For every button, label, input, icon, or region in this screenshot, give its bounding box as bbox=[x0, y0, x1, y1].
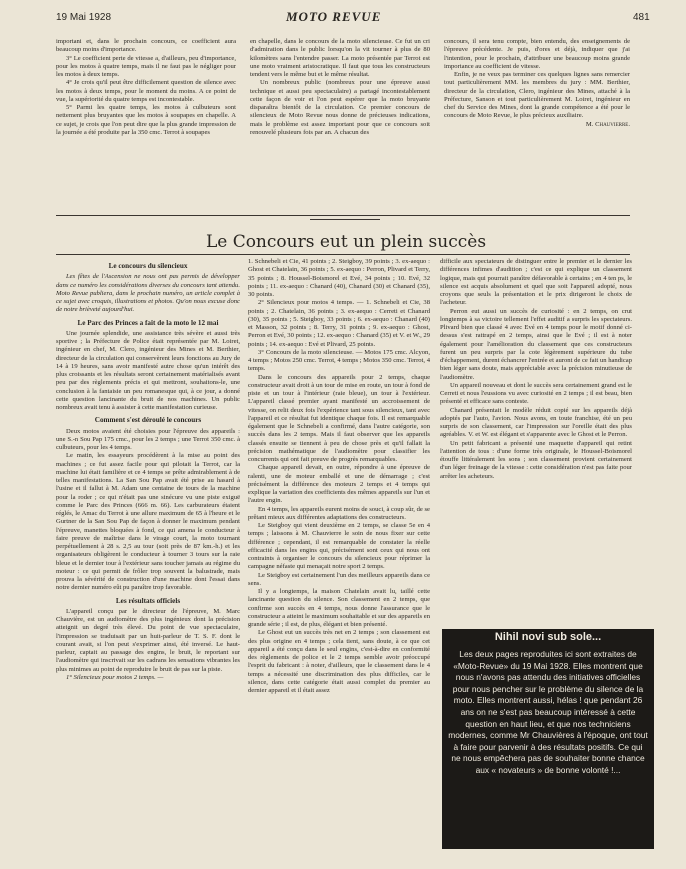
paragraph: Chaque appareil devait, en outre, répondre à une épreuve de ralenti, une de moteur emballé et une de démarrage ; c'est précisément la différence des moteurs 2 temps et 4 temps qui explique la variation des coefficients des mêmes appareils sur l'un et l'autre engin. bbox=[248, 464, 430, 505]
paragraph: L'appareil conçu par le directeur de l'épreuve, M. Marc Chauvière, est un audiomètre des plus ingénieux dont la précision atteignit un degré très élevé. Du point de vue spectaculaire, l'impression se traduisait par un huit-parleur de T. S. F. dont le courant avait, si l'on peut s'exprimer ainsi, été inversé. Le haut-parleur, captait au passage des engins, le bruit, le reportant sur l'audiomètre qui inscrivait sur les cadrans les sensations vibrantes les plus minimes au point de reproduire le bruit de pas sur la piste. bbox=[56, 607, 240, 673]
paragraph: Deux motos avaient été choisies pour l'épreuve des appareils : une S.-n Sou Pap 175 cmc., pour les 2 temps ; une Terrot 350 cmc. à culbuteurs, pour les 4 temps. bbox=[56, 427, 240, 451]
article-column-1 bbox=[56, 258, 240, 850]
article-column-3 bbox=[440, 258, 632, 624]
article-headline: Le Concours eut un plein succès bbox=[205, 232, 487, 252]
top-column-3 bbox=[444, 38, 630, 210]
magazine-title: MOTO REVUE bbox=[286, 9, 382, 24]
editor-note: Les fêtes de l'Ascension ne nous ont pas permis de développer dans ce numéro les considérations diverses du concours tant attendu. Moto Revue publiera, dans le prochain numéro, un article complet à ce sujet avec croquis, illustrations et photos. Qu'on nous excuse donc de notre brièveté aujourd'hui. bbox=[56, 273, 240, 314]
paragraph: Une journée splendide, une assistance très sévère et aussi très sportive ; la Préfecture de Police était représentée par M. Loiret, ingénieur en chef, M. Clero, ingénieur des Mines et M. Berthier, directeur de la circulation qui conservèrent leurs fonctions au Jury de 14 à 19 heures, sans avoir manifesté autre chose qu'un intérêt des plus croissants et les résultats seront certainement matérialisés avant peu par des règlements précis et qui mettront, souhaitons-le, une conclusion à la fantaisie un peu romanesque qui, à ce jour, a donné cette question lancinante du bruit de nos machines. Un public nombreux avait tenu à assister à cette manifestation curieuse. bbox=[56, 329, 240, 411]
paragraph: Le Steigboy est certainement l'un des meilleurs appareils dans ce sens. bbox=[248, 571, 430, 587]
paragraph: 2° Silencieux pour motos 4 temps. — 1. Schnebeli et Cie, 38 points ; 2. Chatelain, 36 points ; 3. ex-aequo : Cerreti et Chanard (30), 35 points ; 5. Steigboy, 33 points ; 6. ex-aequo : Chanard (40) et Masson, 32 points ; 8. Terry, 31 points ; 9. ex-aequo : Ghost, Perron et Evé, 30 points ; 12. ex-aequo : Chanard (35) et V. et W., 29 points ; 14. ex-aequo : Evé et Plivard, 25 points. bbox=[248, 299, 430, 348]
paragraph: importani et, dans le prochain concours, ce coefficient aura beaucoup moins d'importance. bbox=[56, 38, 236, 54]
paragraph: Un petit fabricant a présenté une maquette d'appareil qui retint l'attention de tous : d'une forme très originale, le Houssel-Boismorel étouffe littéralement les sons ; son classement provient certainement d'un léger freinage de la vitesse : cette considération n'est pas faite pour arrêter les acheteurs. bbox=[440, 439, 632, 480]
paragraph: Il y a longtemps, la maison Chatelain avait lu, taillé cette lancinante question du silence. Son classement en 2 temps, que confirme son succès en 4 temps, nous donne l'assurance que le constructeur a atteint le maximum souhaitable et sur des appareils en grande série ; il est, de plus, élégant et bien présenté. bbox=[248, 588, 430, 628]
paragraph: 1. Schnebeli et Cie, 41 points ; 2. Steigboy, 39 points ; 3. ex-aequo : Ghost et Chatelain, 36 points ; 5. ex-aequo : Perron, Plivard et Terry, 35 points ; 8. Houssel-Boismorel et Evé, 34 points ; 10. Evé, 32 points ; 11. ex-aequo : Chanard (40), Chanard (30) et Chanard (35), 30 points. bbox=[248, 258, 430, 298]
paragraph: 1° Silencieux pour motos 2 temps. — bbox=[66, 673, 164, 681]
signature: M. Chauvierre. bbox=[585, 120, 630, 128]
paragraph: Perron eut aussi un succès de curiosité : en 2 temps, on crut longtemps à sa victoire tellement l'effet auditif a surpris les spectateurs. Plivard bien que classé 4 avec Evé en 4 temps pour le motif donné ci-dessus s'est rattrapé en 2 temps, ainsi que le Evé ; il est à noter également pour l'amélioration du classement que ces constructeurs furent un peu surpris par la cote légèrement supérieure du tube d'échappement, durent échancrer l'entrée et auront de ce fait un handicap bien léger sans doute, mais appréciable avec la précision minutieuse de l'audiomètre. bbox=[440, 307, 632, 381]
paragraph: concours, il sera tenu compte, bien entendu, des enseignements de l'épreuve précédente. Je puis, d'ores et déjà, indiquer que j'ai l'intention, pour le prochain, d'attribuer une beaucoup moins grande importance au coefficient de vitesse. bbox=[444, 38, 630, 70]
paragraph: Un nombreux public (nombreux pour une épreuve aussi technique et aussi peu spectaculaire) a partagé incontestablement cette façon de voir et l'on peut espérer que la moto bruyante disparaîtra bientôt de la circulation. Ce premier concours de silencieux de Moto Revue nous donne de précieuses indications, mais le problème est assez important pour que ce concours soit renouvelé plusieurs fois par an. A chacun des bbox=[250, 79, 430, 136]
paragraph: Un appareil nouveau et dont le succès sera certainement grand est le Cerreti et nous l'eussions vu avec curiosité en 2 temps ; il est beau, bien présenté et efficace sans conteste. bbox=[440, 381, 632, 406]
paragraph: Enfin, je ne veux pas terminer ces quelques lignes sans remercier tout particulièrement MM. les membres du jury : MM. Berthier, directeur de la circulation, Clero, ingénieur des Mines, attaché à la Préfecture, Sanson et tout particulièrement M. Loiret, ingénieur en chef du Service des Mines, dont la grande compétence a été pour le concours de Moto Revue, le plus précieux auxiliaire. bbox=[444, 71, 630, 120]
page-number: 481 bbox=[633, 12, 650, 23]
section-heading: Le Parc des Princes a fait de la moto le 12 mai bbox=[77, 318, 219, 327]
paragraph: 3° Le coefficient perte de vitesse a, d'ailleurs, peu d'importance, pour les motos à quatre temps, mais il ne faut pas le négliger pour les motos à deux temps. bbox=[56, 54, 236, 78]
paragraph: Le matin, les essayeurs procédèrent à la mise au point des machines ; ce fut assez facile pour qui pilotait la Terrot, car la machine lui était familière et ce 4 temps se prête admirablement à de telles manifestations. La San Sou Pap avait été prise au hasard à l'usine et il fallut à M. Adam une centaine de tours de la machine pour la roder ; ce qui n'était pas une sinécure vu une piste exiguë comme le Parc des Princes (666 m. 66). Les carburateurs étaient réglés, le Amac du Terrot à une allure maximum de 65 à l'heure et le Gurtner de la San Sou Pap de façon à donner le maximum pendant l'épreuve, manettes bloquées à fond, ce qui amena le conducteur à faire preuve de maîtrise dans le virage court, la moto tournant perpétuellement à 28 s. 2,5 au tour (soit près de 87 km.-h.) et les organisateurs obligèrent le conducteur à tourner 3 tours sur la raie bleue et le dernier tour à l'extérieur sans toucher jamais au régime du moteur : ce qui permit de frôler trop souvent la balustrade, mais prouva la sévérité de construction d'une machine dont l'essai dans notre dernier numéro eût pu paraître trop favorable. bbox=[56, 452, 240, 592]
section-divider-short bbox=[310, 219, 380, 220]
paragraph: Chanard présentait le modèle réduit copié sur les appareils déjà adoptés par l'auto, l'avion. Nous avons, en toute franchise, été un peu surpris de son classement, car l'impression sur l'oreille était des plus agréables. V. et W. est élégant et s'apparente avec le Ghost et le Perron. bbox=[440, 406, 632, 439]
top-column-2 bbox=[250, 38, 430, 206]
article-column-2 bbox=[248, 258, 430, 850]
paragraph: En 4 temps, les appareils eurent moins de souci, à coup sûr, de se prêtant mieux aux différentes adaptations des constructeurs. bbox=[248, 505, 430, 521]
paragraph: Le Steigboy qui vient deuxième en 2 temps, se classe 5e en 4 temps ; laissons à M. Chauvierre le soin de nous fixer sur cette différence ; cependant, il est remarquable de constater la réelle efficacité dans les engins qui, précisément sont ceux qui nous ont contraints à organiser le concours du silencieux pour réprimer la campagne néfaste qui menaçait notre sport 2 temps. bbox=[248, 522, 430, 571]
paragraph: Le Ghost eut un succès très net en 2 temps ; son classement est des plus origine en 4 temps ; cela tient, sans doute, à ce que cet appareil a été conçu dans le seul engins, c'est-à-dire en conformité des règlements de police et le 2 temps semble avoir préoccupé l'esprit du fabricant : à noter, d'ailleurs, que le classement dans le 4 temps a nécessité une discrimination des plus difficiles, car le silence, dans cette catégorie était aussi complet du premier au dernier appareil et il était assez bbox=[248, 629, 430, 694]
headline-rule bbox=[56, 254, 630, 255]
top-column-1 bbox=[56, 38, 236, 206]
paragraph: en chapelle, dans le concours de la moto silencieuse. Ce fut un cri d'admiration dans le public lorsqu'on la vit tourner à plus de 80 kilomètres sans l'entendre passer. La moto présentée par Terrot est une moto vraiment aristocratique. Il faut que tous les constructeurs tendent vers le même but et le même résultat. bbox=[250, 38, 430, 78]
paragraph: Dans le concours des appareils pour 2 temps, chaque constructeur avait droit à un tour de mise en route, un tour à fond de piste et un tour à l'intérieur (raie bleue), un tour à l'extérieur. L'appareil classé premier ayant manifesté un accroissement de vitesse, on relit deux fois l'expérience tant sous silencieux, tant avec l'appareil et ce résultat fut identique chaque fois. Il est remarquable également que le Schnebeli a confirmé, dans l'autre catégorie, son succès dans les 2 temps. Mais il faut observer que les appareils classés ensuite se tiennent à peu de chose près et qu'il fallait la précision mathématique de l'audiomètre pour classifier les concurrents qui ont fait preuve de progrès remarquables. bbox=[248, 373, 430, 463]
paragraph: 5° Parmi les quatre temps, les motos à culbuteurs sont nettement plus bruyantes que les motos à soupapes en chapelle. A ce sujet, je crois que l'on peut dire que la plus grande impression de la journée a été produite par la 350 cmc. Terrot à soupapes bbox=[56, 104, 236, 136]
paragraph: difficile aux spectateurs de distinguer entre le premier et le dernier les différences infimes d'audition ; c'est ce qui explique un classement logique, mais qui pourrait paraître défavorable à certains ; en 4 ten ps, le silence est acquis absolument et quel que soit l'appareil adopté, nous croyons que seuls la présentation et le prix dirigeront le choix de l'acheteur. bbox=[440, 258, 632, 307]
section-divider bbox=[56, 215, 630, 216]
nihil-box-title: Nihil novi sub sole... bbox=[442, 629, 654, 646]
section-heading: Comment s'est déroulé le concours bbox=[94, 416, 202, 425]
paragraph: 3° Concours de la moto silencieuse. — Motos 175 cmc. Alcyon, 4 temps ; Motos 250 cmc. Terrot, 4 temps ; Motos 350 cmc. Terrot, 4 temps. bbox=[248, 348, 430, 373]
section-heading: Les résultats officiels bbox=[115, 596, 181, 605]
nihil-box-text: Les deux pages reproduites ici sont extraites de «Moto-Revue» du 19 Mai 1928. Elles montrent que nous n'avons pas attendu des initiatives officielles pour nous pencher sur le problème du silence de la moto. Elles montrent aussi, hélas ! que pendant 26 ans on ne s'est pas beaucoup intéressé à cette question en haut lieu, et que nos techniciens modernes, comme Mr Chauvières à l'époque, ont tout à faire pour parvenir à des résultats positifs. Ce qui ne nous empêchera pas de souhaiter bonne chance aux « novateurs » de bonne volonté !... bbox=[448, 649, 648, 775]
issue-date: 19 Mai 1928 bbox=[56, 12, 112, 23]
paragraph: 4° Je crois qu'il peut être difficilement question de silence avec les motos à deux temps, pour le moment du moins. A ce point de vue, la supériorité du quatre temps est incontestable. bbox=[56, 79, 236, 103]
section-heading: Le concours du silencieux bbox=[108, 262, 188, 270]
